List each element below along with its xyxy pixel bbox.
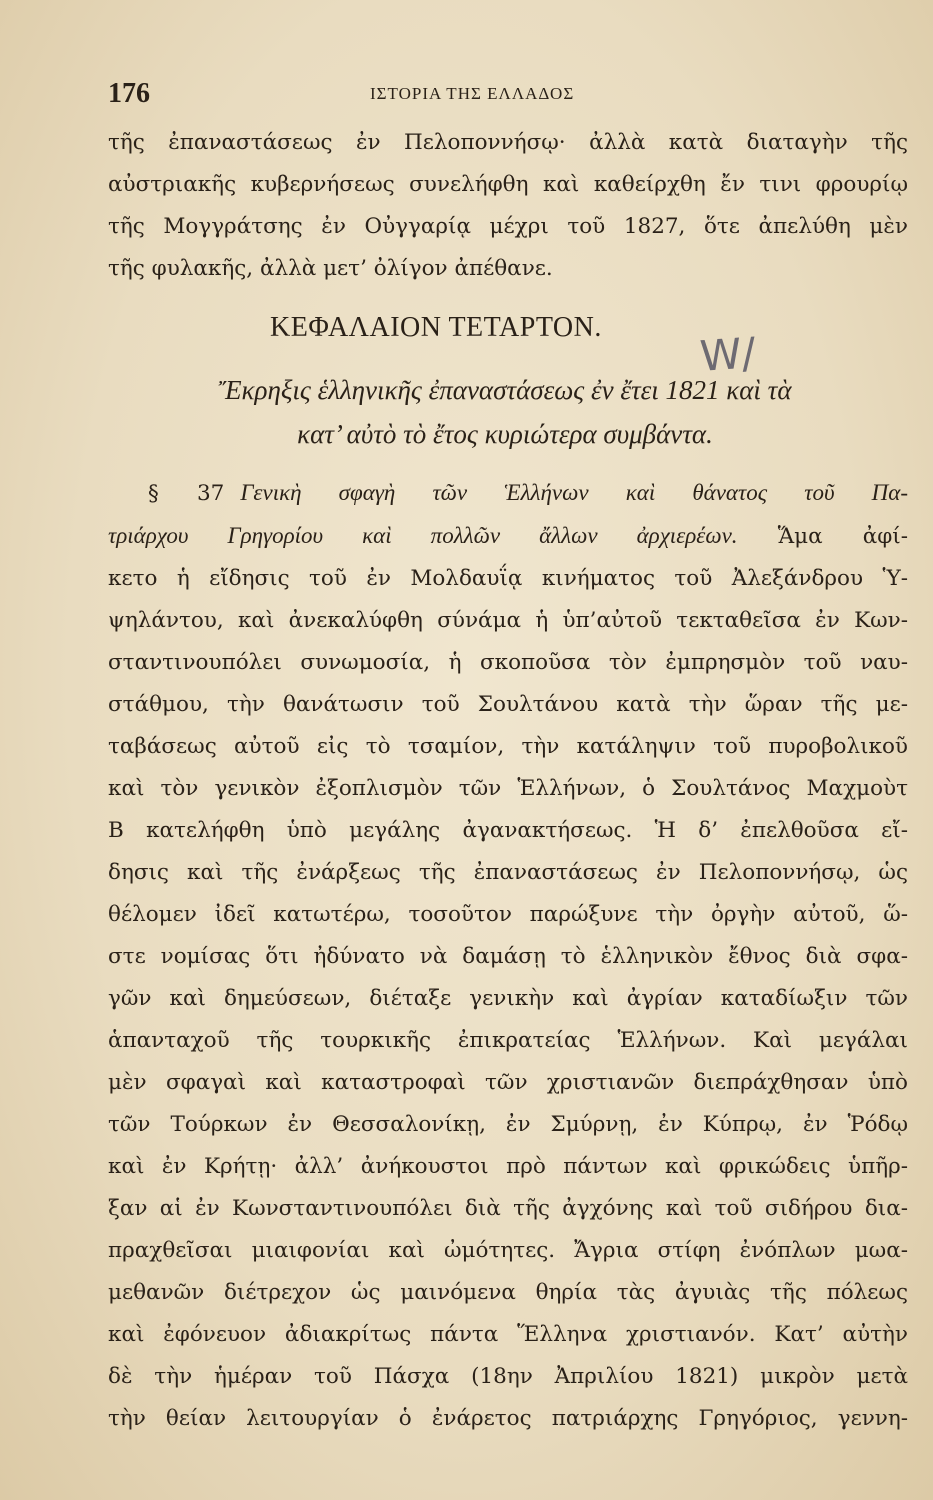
handwritten-mark: W/ <box>698 328 758 381</box>
text-line: θέλομεν ἰδεῖ κατωτέρω, τοσοῦτον παρώξυνε τὴν ὀργὴν αὐτοῦ, ὥ- <box>108 902 908 927</box>
text-line: στε νομίσας ὅτι ἠδύνατο νὰ δαμάσῃ τὸ ἑλληνικὸν ἔθνος διὰ σφα- <box>108 944 908 969</box>
text-line: τὴν θείαν λειτουργίαν ὁ ἐνάρετος πατριάρχης Γρηγόριος, γεννη- <box>108 1406 908 1431</box>
page-header <box>108 78 828 108</box>
intro-paragraph <box>108 122 908 290</box>
chapter-subtitle-line: κατ’ αὐτὸ τὸ ἔτος κυριώτερα συμβάντα. <box>297 419 713 449</box>
text-line: αὐστριακῆς κυβερνήσεως συνελήφθη καὶ καθείρχθη ἔν τινι φρουρίῳ <box>108 172 908 197</box>
text-line: μεθανῶν διέτρεχον ὡς μαινόμενα θηρία τὰς ἀγυιὰς τῆς πόλεως <box>108 1280 908 1305</box>
section-heading-line <box>108 472 908 515</box>
section-mark: § 37 <box>148 481 225 506</box>
page-number: 176 <box>108 78 150 109</box>
text-line: ἁπανταχοῦ τῆς τουρκικῆς ἐπικρατείας Ἑλλήνων. Καὶ μεγάλαι <box>108 1028 908 1053</box>
section-heading-cont: τριάρχου Γρηγορίου καὶ πολλῶν ἄλλων ἀρχιερέων. <box>108 523 738 548</box>
chapter-title: ΚΕΦΑΛΑΙΟΝ ΤΕΤΑΡΤΟΝ. <box>270 312 602 343</box>
text-line: τῆς φυλακῆς, ἀλλὰ μετ’ ὀλίγον ἀπέθανε. <box>108 256 553 281</box>
text-line: δὲ τὴν ἡμέραν τοῦ Πάσχα (18ην Ἀπριλίου 1821) μικρὸν μετὰ <box>108 1364 908 1389</box>
chapter-subtitle-line: Ἔκρηξις ἑλληνικῆς ἐπαναστάσεως ἐν ἔτει 1821 καὶ τὰ <box>218 375 792 405</box>
text-line: Β κατελήφθη ὑπὸ μεγάλης ἀγανακτήσεως. Ἡ δ’ ἐπελθοῦσα εἴ- <box>108 818 908 843</box>
section-heading: Γενικὴ σφαγὴ τῶν Ἑλλήνων καὶ θάνατος τοῦ Πα- <box>240 480 908 505</box>
section-37-paragraph <box>108 472 908 1440</box>
text-line: κετο ἡ εἴδησις τοῦ ἐν Μολδαυΐᾳ κινήματος τοῦ Ἀλεξάνδρου Ὑ- <box>108 566 908 591</box>
text-line: καὶ τὸν γενικὸν ἐξοπλισμὸν τῶν Ἑλλήνων, ὁ Σουλτάνος Μαχμοὺτ <box>108 776 908 801</box>
text-line: γῶν καὶ δημεύσεων, διέταξε γενικὴν καὶ ἀγρίαν καταδίωξιν τῶν <box>108 986 908 1011</box>
text-fragment: Ἅμα ἀφί- <box>777 524 908 549</box>
text-line: στάθμου, τὴν θανάτωσιν τοῦ Σουλτάνου κατὰ τὴν ὥραν τῆς με- <box>108 692 908 717</box>
text-line: τῆς Μογγράτσης ἐν Οὐγγαρίᾳ μέχρι τοῦ 1827, ὅτε ἀπελύθη μὲν <box>108 214 908 239</box>
text-line: πραχθεῖσαι μιαιφονίαι καὶ ὠμότητες. Ἄγρια στίφη ἐνόπλων μωα- <box>108 1238 908 1263</box>
text-line: ψηλάντου, καὶ ἀνεκαλύφθη σύνάμα ἡ ὑπ’αὐτοῦ τεκταθεῖσα ἐν Κων- <box>108 608 908 633</box>
text-line: μὲν σφαγαὶ καὶ καταστροφαὶ τῶν χριστιανῶν διεπράχθησαν ὑπὸ <box>108 1070 908 1095</box>
text-line: τῶν Τούρκων ἐν Θεσσαλονίκῃ, ἐν Σμύρνῃ, ἐν Κύπρῳ, ἐν Ῥόδῳ <box>108 1112 908 1137</box>
text-line: δησις καὶ τῆς ἐνάρξεως τῆς ἐπαναστάσεως ἐν Πελοποννήσῳ, ὡς <box>108 860 908 885</box>
text-line: ξαν αἱ ἐν Κωνσταντινουπόλει διὰ τῆς ἀγχόνης καὶ τοῦ σιδήρου δια- <box>108 1196 908 1221</box>
running-head: ΙΣΤΟΡΙΑ ΤΗΣ ΕΛΛΑΔΟΣ <box>370 84 575 103</box>
text-line: καὶ ἐφόνευον ἀδιακρίτως πάντα Ἕλληνα χριστιανόν. Κατ’ αὐτὴν <box>108 1322 908 1347</box>
section-heading-line <box>108 515 908 558</box>
text-line: ταβάσεως αὐτοῦ εἰς τὸ τσαμίον, τὴν κατάληψιν τοῦ πυροβολικοῦ <box>108 734 908 759</box>
text-line: καὶ ἐν Κρήτῃ· ἀλλ’ ἀνήκουστοι πρὸ πάντων καὶ φρικώδεις ὑπῆρ- <box>108 1154 908 1179</box>
text-line: τῆς ἐπαναστάσεως ἐν Πελοποννήσῳ· ἀλλὰ κατὰ διαταγὴν τῆς <box>108 130 908 155</box>
text-line: σταντινουπόλει συνωμοσία, ἡ σκοποῦσα τὸν ἐμπρησμὸν τοῦ ναυ- <box>108 650 908 675</box>
chapter-subtitle <box>110 368 900 456</box>
